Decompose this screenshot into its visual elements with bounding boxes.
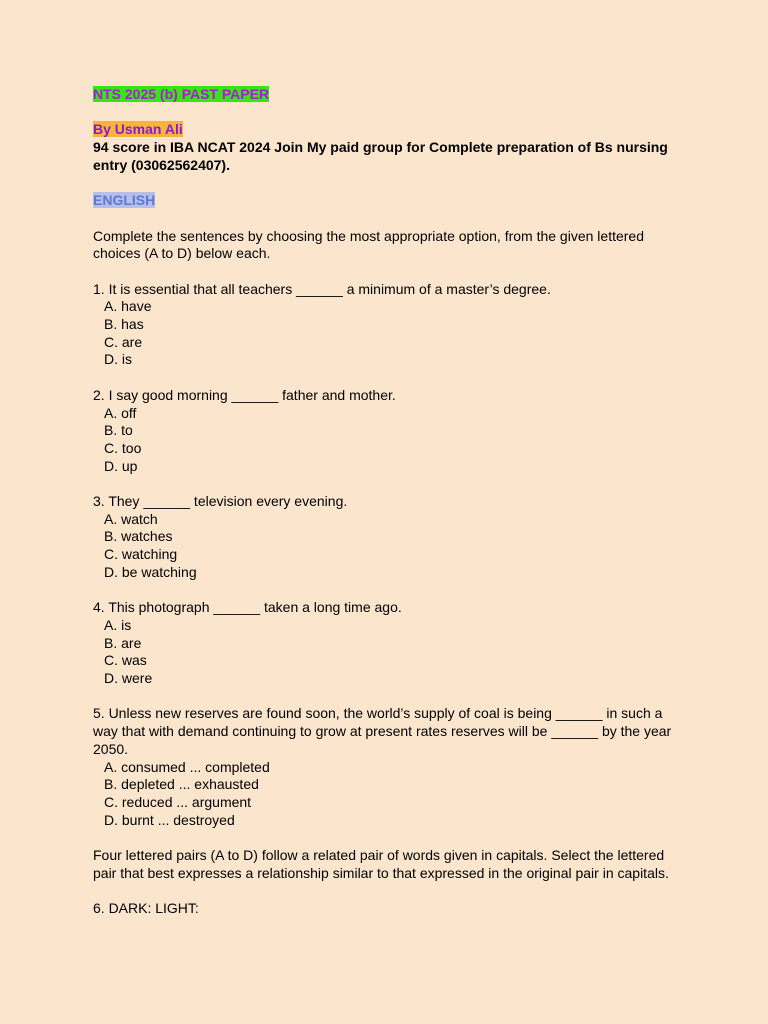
option-a: A. is — [104, 616, 132, 633]
option-list — [93, 511, 683, 582]
paper-title: NTS 2025 (b) PAST PAPER — [93, 86, 270, 102]
option-c: C. was — [104, 652, 147, 669]
option-d: D. burnt ... destroyed — [104, 811, 235, 828]
option-list — [93, 298, 683, 369]
question-text: 3. They ______ television every evening. — [93, 493, 348, 510]
option-c: C. too — [104, 439, 142, 456]
option-a: A. off — [104, 404, 137, 421]
option-d: D. were — [104, 670, 153, 687]
option-list — [93, 759, 683, 830]
question-6-text: 6. DARK: LIGHT: — [93, 900, 199, 917]
section-instructions: Complete the sentences by choosing the most appropriate option, from the given lettered choices (A to D) below each. — [93, 227, 644, 262]
document-content — [93, 86, 683, 918]
question-text: 5. Unless new reserves are found soon, the world’s supply of coal is being ______ in such a way that with demand continuing to grow at present rates reserves will be ______ by the year 2050. — [93, 705, 672, 757]
option-d: D. up — [104, 457, 138, 474]
option-c: C. watching — [104, 546, 178, 563]
question-3 — [93, 493, 683, 582]
author-line: By Usman Ali — [93, 121, 183, 138]
option-a: A. consumed ... completed — [104, 758, 270, 775]
option-d: D. be watching — [104, 563, 197, 580]
option-list — [93, 617, 683, 688]
section-heading: ENGLISH — [93, 192, 156, 209]
option-b: B. are — [104, 634, 142, 651]
option-b: B. to — [104, 422, 133, 439]
option-c: C. are — [104, 333, 143, 350]
option-b: B. watches — [104, 528, 173, 545]
question-4 — [93, 599, 683, 688]
question-5 — [93, 705, 683, 829]
question-text: 1. It is essential that all teachers ______ a minimum of a master’s degree. — [93, 280, 551, 297]
option-a: A. watch — [104, 510, 158, 527]
question-2 — [93, 387, 683, 476]
promo-text: 94 score in IBA NCAT 2024 Join My paid group for Complete preparation of Bs nursing entry (03062562407). — [93, 139, 668, 173]
option-b: B. has — [104, 316, 144, 333]
option-b: B. depleted ... exhausted — [104, 776, 259, 793]
option-list — [93, 405, 683, 476]
option-a: A. have — [104, 298, 152, 315]
question-text: 4. This photograph ______ taken a long time ago. — [93, 599, 402, 616]
question-1 — [93, 281, 683, 370]
question-text: 2. I say good morning ______ father and mother. — [93, 386, 396, 403]
option-c: C. reduced ... argument — [104, 794, 252, 810]
analogy-instructions: Four lettered pairs (A to D) follow a related pair of words given in capitals. Select the lettered pair that best expresses a relationship similar to that expressed in the original pair in capitals. — [93, 847, 669, 881]
option-d: D. is — [104, 351, 132, 368]
